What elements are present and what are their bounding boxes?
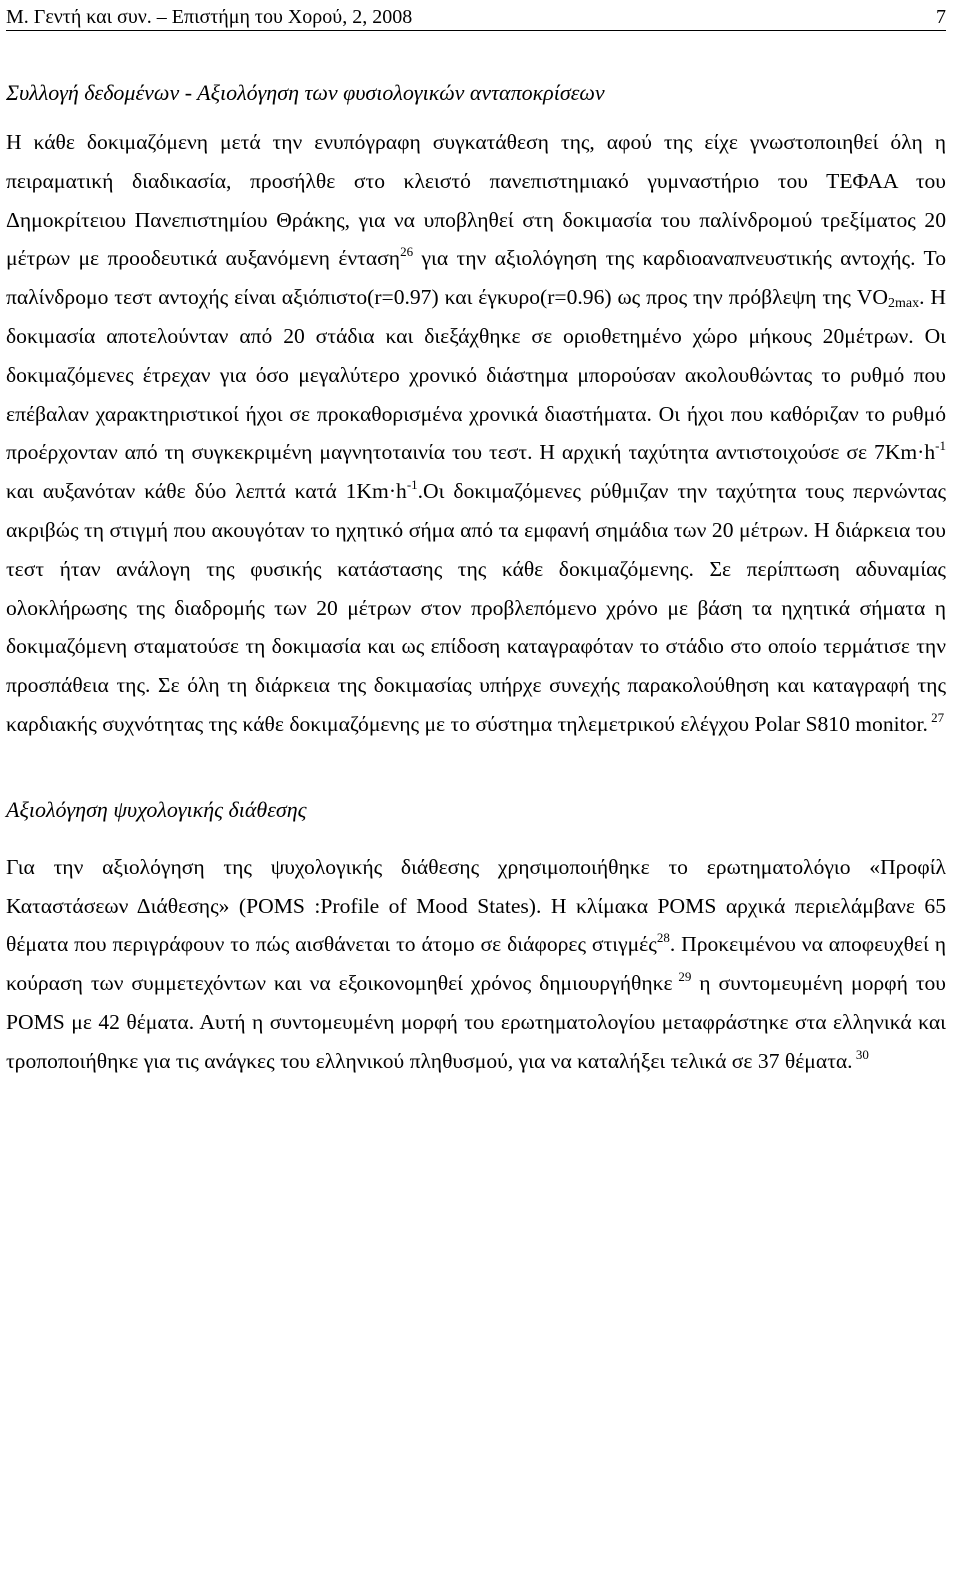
text-run: . Προκειμένου να αποφευχθεί η κούραση των συμμετεχόντων και να εξοικονομηθεί χρόνος δημιουργήθηκε	[6, 932, 946, 996]
page-number: 7	[936, 6, 946, 28]
paragraph-shuttle-run-test	[6, 123, 946, 744]
section-title-psychological: Αξιολόγηση ψυχολογικής διάθεσης	[6, 796, 307, 822]
reference-superscript: 30	[852, 1046, 869, 1062]
text-run: . Η δοκιμασία αποτελούνταν από 20 στάδια και διεξάχθηκε σε οριοθετημένο χώρο μήκους 20μέτρων. Οι δοκιμαζόμενες έτρεχαν για όσο μεγαλύτερο χρονικό διάστημα μπορούσαν ακολουθώντας το ρυθμό που επέβαλαν χαρακτηριστικοί ήχοι σε προκαθορισμένα χρονικά διαστήματα. Οι ήχοι που καθόριζαν το ρυθμό προέρχονταν από τη συγκεκριμένη μαγνητοταινία του τεστ. Η αρχική ταχύτητα αντιστοιχούσε σε 7Km·h	[6, 285, 946, 465]
reference-superscript: 28	[656, 930, 670, 946]
text-run: Για την αξιολόγηση της ψυχολογικής διάθεσης χρησιμοποιήθηκε το ερωτηματολόγιο «Προφίλ Καταστάσεων Διάθεσης» (POMS :Profile of Mood States). Η κλίμακα POMS αρχικά περιελάμβανε 65 θέματα που περιγράφουν το πώς αισθάνεται το άτομο σε διάφορες στιγμές	[6, 854, 946, 957]
subscript: 2max	[887, 296, 920, 312]
section-title-physiological: Συλλογή δεδομένων - Αξιολόγηση των φυσιολογικών ανταποκρίσεων	[6, 80, 605, 105]
text-run: η συντομευμένη μορφή του POMS με 42 θέματα. Αυτή η συντομευμένη μορφή του ερωτηματολογίου μεταφράστηκε στα ελληνικά και τροποποιήθηκε για τις ανάγκες του ελληνικού πληθυσμού, για να καταλήξει τελικά σε 37 θέματα.	[6, 971, 946, 1073]
paragraph-poms-questionnaire	[6, 848, 946, 1081]
text-run: Η κάθε δοκιμαζόμενη μετά την ενυπόγραφη συγκατάθεση της, αφού της είχε γνωστοποιηθεί όλη η πειραματική διαδικασία, προσήλθε στο κλειστό πανεπιστημιακό γυμναστήριο του ΤΕΦΑΑ του Δημοκρίτειου Πανεπιστημίου Θράκης, για να υποβληθεί στη δοκιμασία του παλίνδρομού τρεξίματος 20 μέτρων με προοδευτικά αυξανόμενη ένταση	[6, 130, 946, 271]
exponent-superscript: -1	[406, 477, 418, 493]
exponent-superscript: -1	[935, 438, 946, 454]
running-header	[6, 0, 946, 31]
text-run: και αυξανόταν κάθε δύο λεπτά κατά 1Km·h	[6, 479, 407, 504]
reference-superscript: 29	[672, 969, 692, 985]
journal-citation: Μ. Γεντή και συν. – Επιστήμη του Χορού, 2, 2008	[6, 6, 413, 28]
reference-superscript: 27	[927, 709, 945, 725]
reference-superscript: 26	[400, 244, 414, 260]
text-run: για την αξιολόγηση της καρδιοαναπνευστικής αντοχής. Το παλίνδρομο τεστ αντοχής είναι αξιόπιστο(r=0.97) και έγκυρο(r=0.96) ως προς την πρόβλεψη της VO	[6, 246, 946, 310]
document-page	[6, 0, 946, 1081]
text-run: .Οι δοκιμαζόμενες ρύθμιζαν την ταχύτητα τους περνώντας ακριβώς τη στιγμή που ακουγόταν το ηχητικό σήμα από τα εμφανή σημάδια των 20 μέτρων. Η διάρκεια του τεστ ήταν ανάλογη της φυσικής κατάστασης της κάθε δοκιμαζόμενης. Σε περίπτωση αδυναμίας ολοκλήρωσης της διαδρομής των 20 μέτρων στον προβλεπόμενο χρόνο με βάση τα ηχητικά σήματα η δοκιμαζόμενη σταματούσε τη δοκιμασία και ως επίδοση καταγραφόταν το στάδιο στο οποίο τερμάτισε την προσπάθεια της. Σε όλη τη διάρκεια της δοκιμασίας υπήρχε συνεχής παρακολούθηση και καταγραφή της καρδιακής συχνότητας της κάθε δοκιμαζόμενης με το σύστημα τηλεμετρικού ελέγχου Polar S810 monitor.	[6, 479, 946, 736]
